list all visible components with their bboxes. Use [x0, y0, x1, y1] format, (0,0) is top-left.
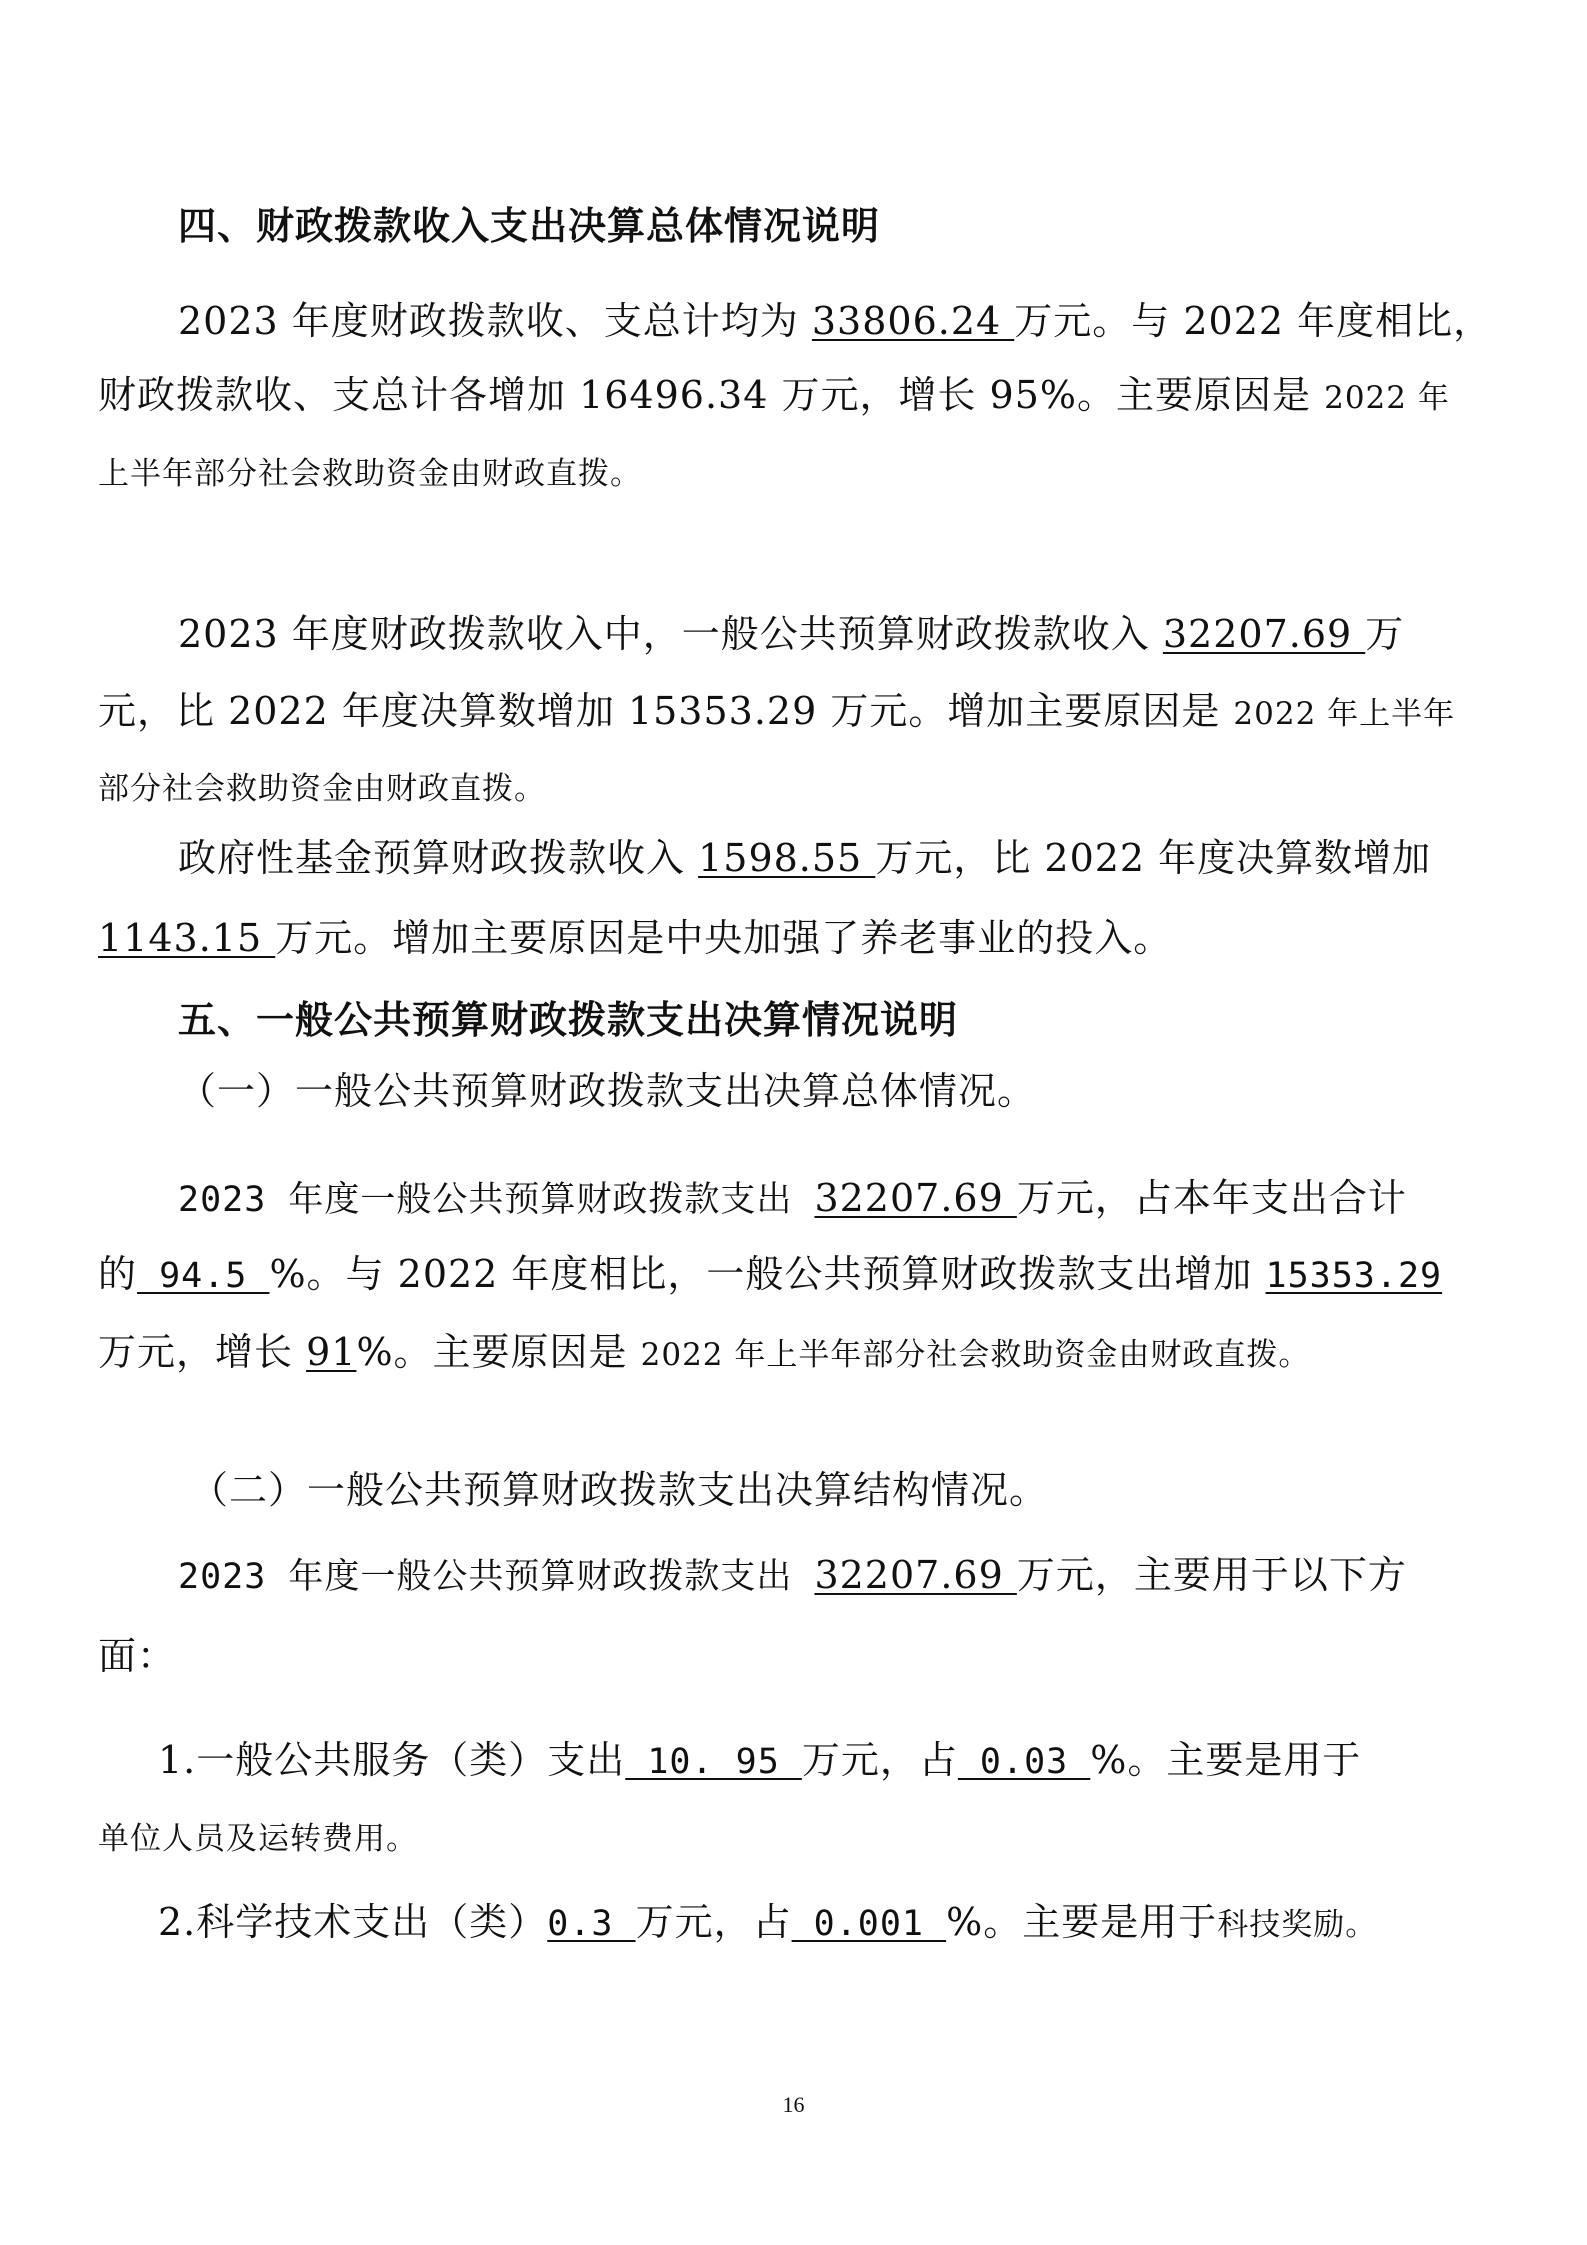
underlined-value: 0.03 — [957, 1742, 1091, 1782]
paragraph-line: 部分社会救助资金由财政直拨。 — [98, 771, 546, 807]
underlined-value: 32207.69 — [814, 1176, 1017, 1220]
underlined-value: 15353.29 — [1265, 1256, 1443, 1296]
underlined-value: 94.5 — [137, 1256, 270, 1296]
list-item: 2.科学技术支出（类）0.3 万元，占 0.001 %。主要是用于科技奖励。 — [158, 1900, 1378, 1944]
underlined-value: 32207.69 — [1162, 612, 1366, 656]
paragraph-line: 2023 年度一般公共预算财政拨款支出 32207.69 万元，占本年支出合计 — [178, 1176, 1407, 1220]
underlined-value: 91 — [306, 1330, 357, 1374]
paragraph-line: 上半年部分社会救助资金由财政直拨。 — [98, 456, 642, 492]
underlined-value: 33806.24 — [811, 299, 1015, 343]
underlined-value: 0.001 — [791, 1904, 947, 1944]
underlined-value: 32207.69 — [814, 1553, 1017, 1597]
section-heading-4: 四、财政拨款收入支出决算总体情况说明 — [178, 204, 881, 248]
underlined-value: 0.3 — [547, 1904, 636, 1944]
paragraph-line: 政府性基金预算财政拨款收入 1598.55 万元，比 2022 年度决算数增加 — [178, 836, 1432, 880]
underlined-value: 10. 95 — [625, 1742, 802, 1782]
paragraph-line: 面： — [98, 1634, 177, 1678]
subsection-heading-1: （一）一般公共预算财政拨款支出决算总体情况。 — [178, 1069, 1037, 1113]
underlined-value: 1143.15 — [98, 916, 276, 960]
paragraph-line: 2023 年度一般公共预算财政拨款支出 32207.69 万元，主要用于以下方 — [178, 1553, 1407, 1597]
paragraph-line: 1143.15 万元。增加主要原因是中央加强了养老事业的投入。 — [98, 916, 1173, 960]
subsection-heading-2: （二）一般公共预算财政拨款支出决算结构情况。 — [190, 1468, 1049, 1512]
underlined-value: 1598.55 — [698, 836, 876, 880]
paragraph-line: 2023 年度财政拨款收入中，一般公共预算财政拨款收入 32207.69 万 — [178, 612, 1405, 656]
paragraph-line: 单位人员及运转费用。 — [98, 1821, 418, 1857]
paragraph-line: 万元，增长 91%。主要原因是 2022 年上半年部分社会救助资金由财政直拨。 — [98, 1330, 1311, 1374]
paragraph-line: 元，比 2022 年度决算数增加 15353.29 万元。增加主要原因是 2022 年上半年 — [98, 689, 1456, 733]
paragraph-line: 财政拨款收、支总计各增加 16496.34 万元，增长 95%。主要原因是 2022 年 — [98, 373, 1450, 417]
page-number: 16 — [782, 2092, 805, 2117]
paragraph-line: 的 94.5 %。与 2022 年度相比，一般公共预算财政拨款支出增加 15353.29 — [98, 1252, 1443, 1296]
paragraph-line: 2023 年度财政拨款收、支总计均为 33806.24 万元。与 2022 年度相比， — [178, 299, 1493, 343]
list-item: 1.一般公共服务（类）支出 10. 95 万元，占 0.03 %。主要是用于 — [158, 1738, 1362, 1782]
section-heading-5: 五、一般公共预算财政拨款支出决算情况说明 — [178, 998, 959, 1042]
